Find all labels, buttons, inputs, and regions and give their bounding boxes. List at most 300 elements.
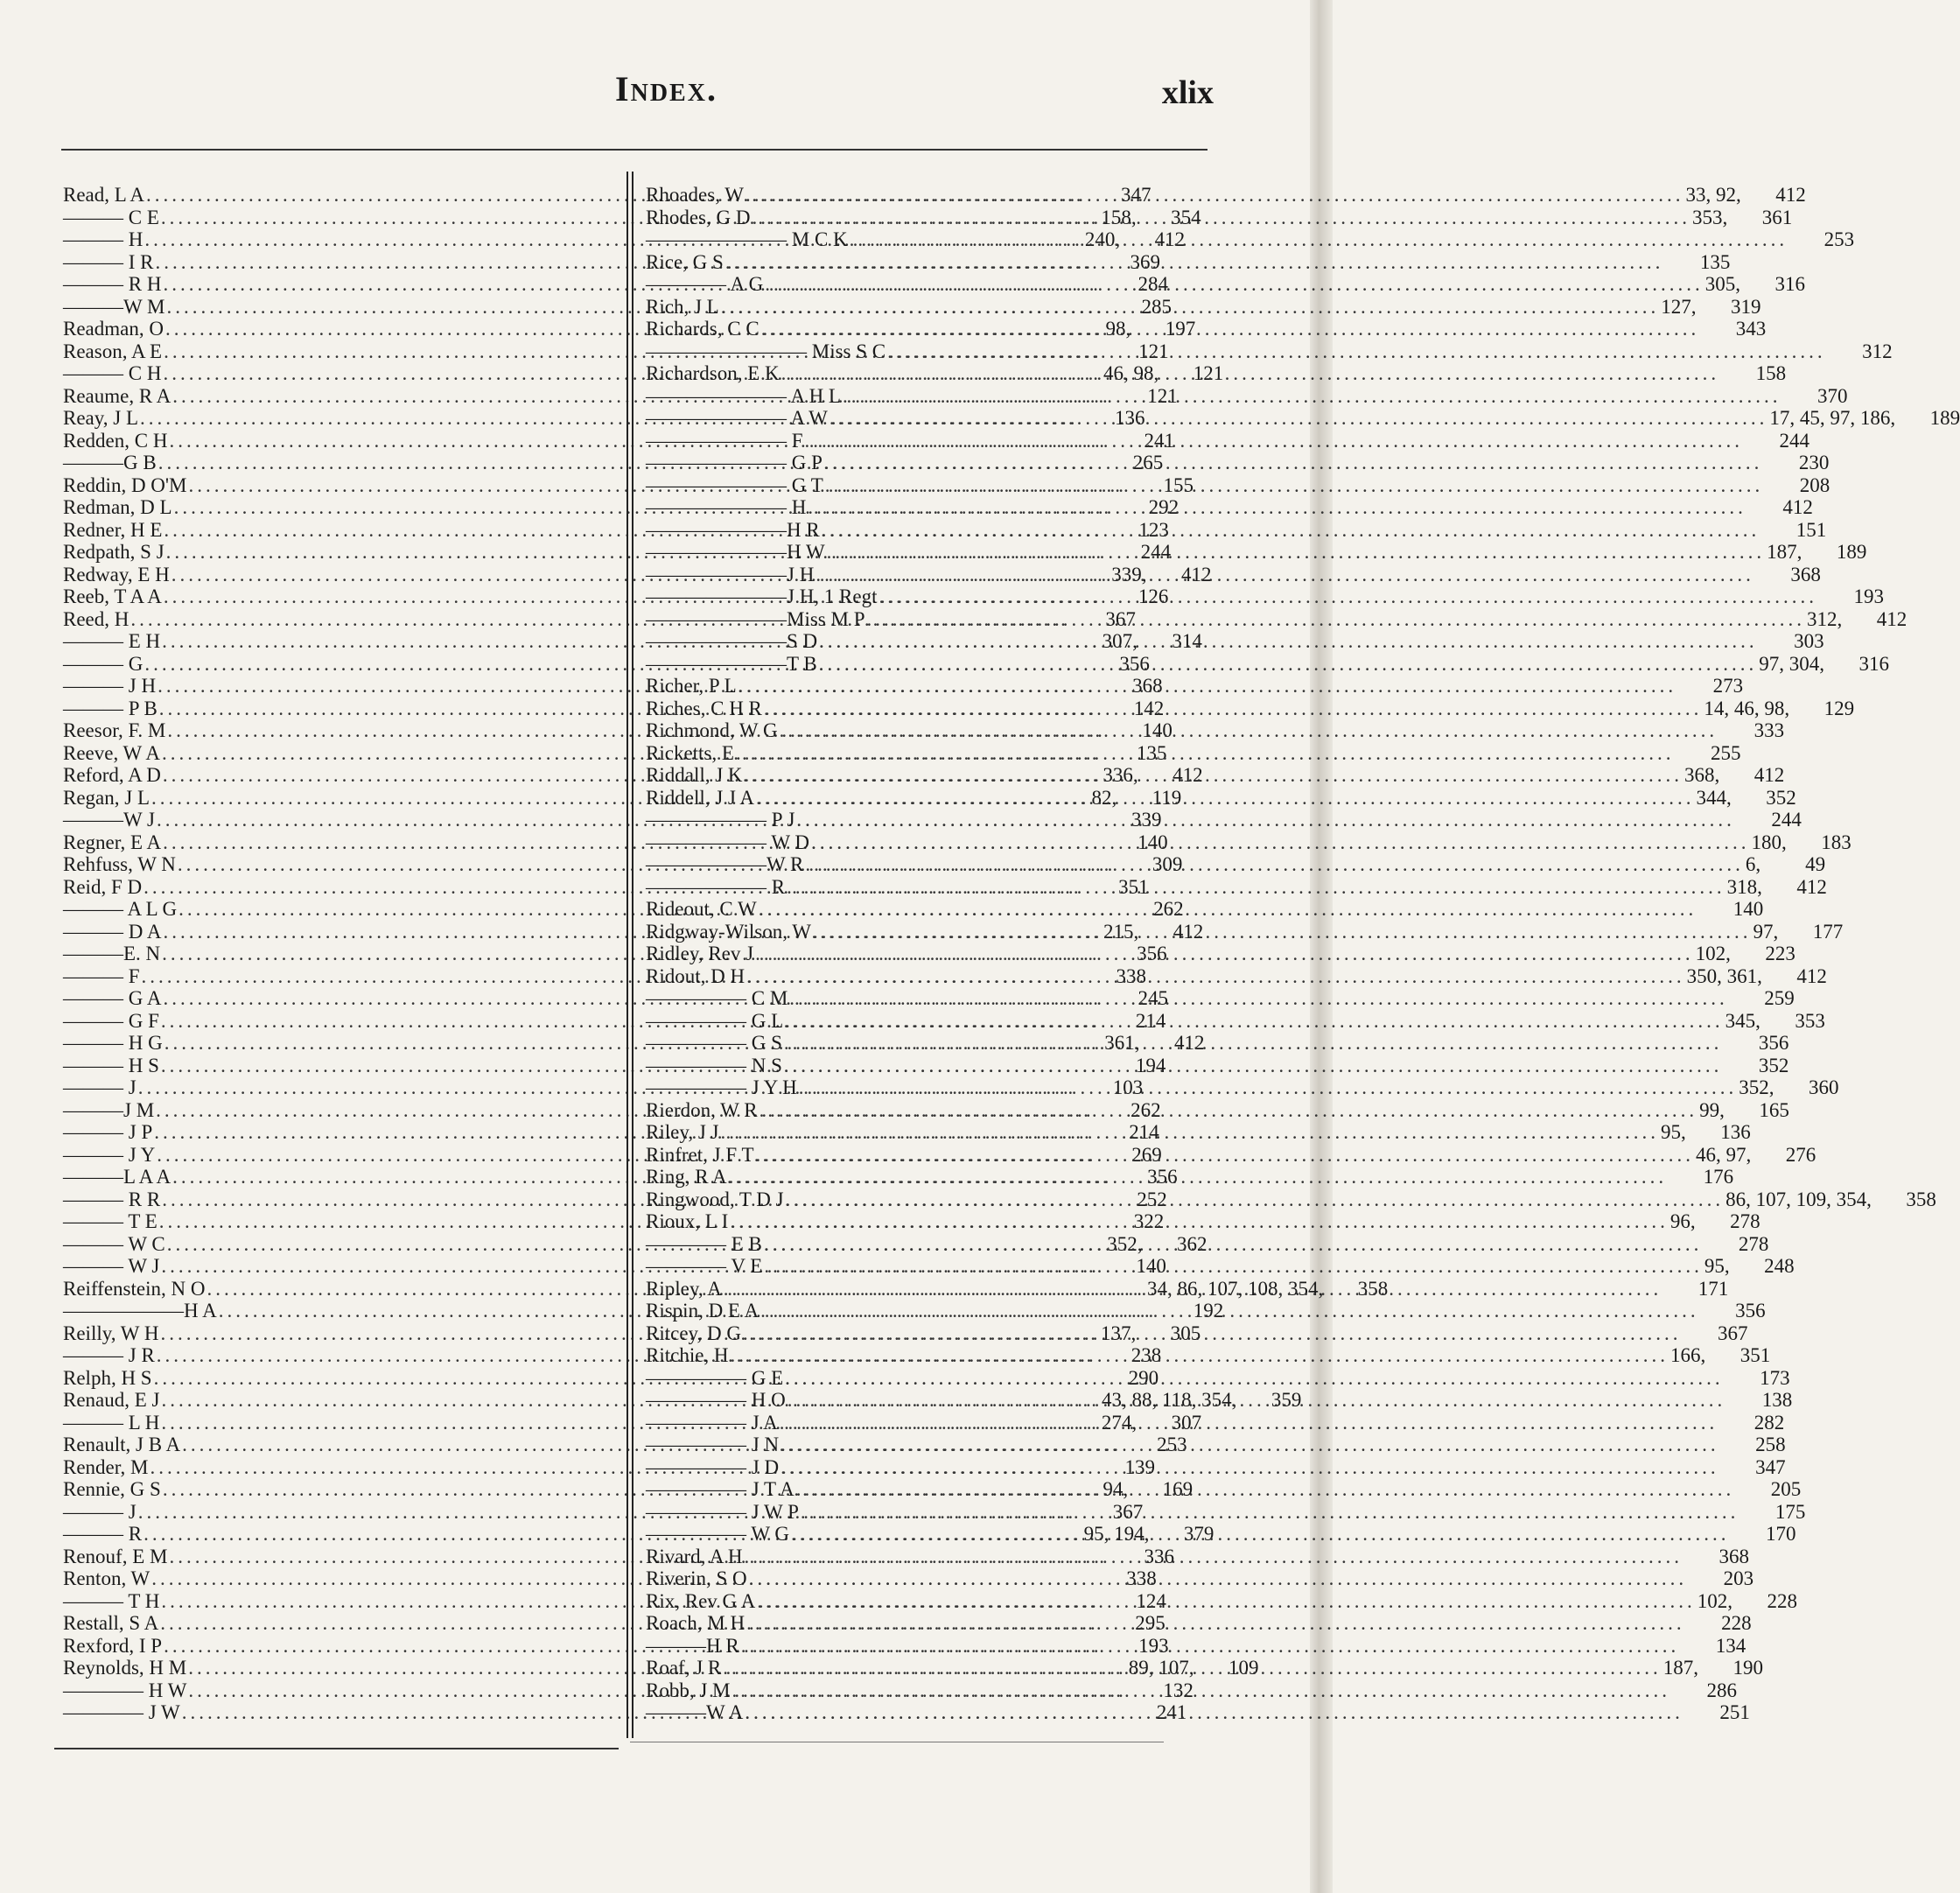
index-entry xyxy=(646,764,1785,787)
leader-dots xyxy=(755,943,1694,965)
entry-name: Reid, F D xyxy=(63,875,143,898)
leader-dots xyxy=(816,564,1754,586)
index-entry xyxy=(646,1344,1771,1367)
entry-name: ——— R H xyxy=(63,273,162,295)
entry-name: ———E. N xyxy=(63,943,161,964)
entry-name: ——————— G P xyxy=(646,452,822,473)
entry-name: Ringwood, T D J xyxy=(646,1188,784,1210)
entry-name: ———— J W xyxy=(63,1701,180,1723)
entry-name: ———— E B xyxy=(646,1232,762,1255)
leader-dots xyxy=(736,742,1675,765)
entry-page-number: 223 xyxy=(1765,943,1796,964)
leader-dots xyxy=(731,1344,1670,1367)
entry-page-number: 412 xyxy=(1173,1032,1205,1054)
entry-name: ———W J xyxy=(63,809,155,831)
entry-page-number: 319 xyxy=(1730,295,1761,318)
entry-page-number: 241 xyxy=(1156,1701,1187,1723)
leader-dots xyxy=(843,385,1782,408)
leader-dots xyxy=(808,496,1746,519)
entry-references: 102, xyxy=(1697,1589,1732,1612)
leader-dots xyxy=(788,1389,1726,1412)
entry-name: Riddell, J J A xyxy=(646,786,754,809)
entry-page-number: 136 xyxy=(1720,1121,1751,1143)
entry-name: Ring, R A xyxy=(646,1166,727,1188)
entry-page-number: 284 xyxy=(1138,273,1168,295)
entry-page-number: 339 xyxy=(1131,809,1162,831)
entry-name: ——————— A H L xyxy=(646,384,841,407)
index-entry xyxy=(646,1255,1795,1278)
entry-page-number: 369 xyxy=(1130,250,1160,273)
leader-dots xyxy=(805,430,1744,452)
entry-name: Richmond, W G xyxy=(646,719,778,741)
leader-dots xyxy=(743,1322,1682,1345)
entry-name: Rhoades, W xyxy=(646,184,745,206)
leader-dots xyxy=(765,273,1704,296)
entry-name: Richardson, E K xyxy=(646,362,780,384)
entry-page-number: 347 xyxy=(1755,1455,1786,1478)
entry-name: Ridley, Rev J xyxy=(646,943,754,964)
entry-page-number: 171 xyxy=(1698,1277,1729,1300)
entry-name: ——— G xyxy=(63,652,144,675)
entry-references: 43, 88, 118, 354, xyxy=(1102,1389,1237,1411)
entry-page-number: 353 xyxy=(1795,1009,1825,1032)
entry-name: ——————— M C K xyxy=(646,228,848,250)
entry-page-number: 203 xyxy=(1723,1567,1754,1589)
index-entry xyxy=(646,786,1796,810)
leader-dots xyxy=(785,1367,1724,1390)
entry-name: ————— G E xyxy=(646,1366,784,1389)
entry-references: 17, 45, 97, 186, xyxy=(1769,407,1896,429)
leader-dots xyxy=(824,452,1763,474)
entry-name: ———————H R xyxy=(646,518,820,541)
entry-page-number: 379 xyxy=(1183,1523,1214,1545)
index-entry xyxy=(646,407,1960,430)
index-entry xyxy=(646,1188,1936,1211)
entry-name: ———H R xyxy=(646,1634,739,1657)
entry-name: Rivard, A H xyxy=(646,1545,743,1567)
entry-references: 95, xyxy=(1661,1121,1686,1143)
entry-references: 274, xyxy=(1101,1411,1138,1434)
leader-dots xyxy=(761,318,1700,340)
entry-page-number: 132 xyxy=(1163,1679,1194,1701)
entry-page-number: 245 xyxy=(1138,987,1168,1009)
entry-page-number: 351 xyxy=(1118,875,1149,898)
entry-page-number: 370 xyxy=(1816,384,1848,407)
entry-page-number: 142 xyxy=(1133,697,1165,719)
entry-name: ——— H xyxy=(63,228,144,250)
entry-name: ——— H G xyxy=(63,1032,163,1054)
index-entry xyxy=(646,1143,1816,1167)
entry-page-number: 336 xyxy=(1144,1545,1174,1567)
entry-page-number: 412 xyxy=(1876,607,1908,630)
entry-page-number: 197 xyxy=(1165,318,1196,340)
entry-name: Read, L A xyxy=(63,184,145,206)
leader-dots xyxy=(791,1523,1730,1546)
leader-dots xyxy=(749,1567,1688,1590)
leader-dots xyxy=(759,898,1698,921)
leader-dots xyxy=(830,407,1768,430)
entry-name: Reilly, W H xyxy=(63,1322,159,1344)
entry-page-number: 265 xyxy=(1132,452,1164,473)
index-entry xyxy=(646,1121,1751,1144)
index-entry xyxy=(646,1455,1786,1479)
entry-name: ——— T E xyxy=(63,1210,158,1232)
leader-dots xyxy=(785,1010,1724,1033)
index-entry xyxy=(646,295,1761,319)
entry-name: ——— T H xyxy=(63,1589,160,1612)
entry-name: Richards, C C xyxy=(646,318,760,340)
leader-dots xyxy=(756,1144,1695,1167)
entry-name: Reddin, D O'M xyxy=(63,473,187,496)
entry-name: Riley, J J xyxy=(646,1121,719,1143)
entry-name: ——— J R xyxy=(63,1344,155,1366)
entry-references: 336, xyxy=(1102,764,1138,786)
entry-references: 94, xyxy=(1102,1478,1129,1500)
entry-page-number: 193 xyxy=(1853,585,1884,607)
entry-page-number: 412 xyxy=(1796,964,1827,987)
entry-name: Readman, O xyxy=(63,318,164,340)
entry-name: ————— J D xyxy=(646,1455,780,1478)
index-entry xyxy=(646,384,1848,408)
entry-name: Reesor, F. M xyxy=(63,719,166,741)
entry-name: ———————H W xyxy=(646,541,825,563)
entry-name: ————— J Y H xyxy=(646,1076,797,1098)
entry-name: ——————— F xyxy=(646,429,803,452)
entry-page-number: 123 xyxy=(1138,518,1169,541)
entry-page-number: 362 xyxy=(1176,1232,1208,1255)
entry-references: 353, xyxy=(1691,206,1728,228)
entry-page-number: 359 xyxy=(1270,1389,1302,1411)
entry-page-number: 109 xyxy=(1228,1657,1259,1679)
leader-dots xyxy=(827,541,1766,564)
entry-page-number: 140 xyxy=(1142,719,1172,741)
entry-references: 95, xyxy=(1704,1255,1730,1277)
entry-page-number: 361 xyxy=(1761,206,1793,228)
entry-name: Reford, A D xyxy=(63,764,161,786)
leader-dots xyxy=(887,340,1826,363)
entry-page-number: 412 xyxy=(1172,920,1204,943)
entry-name: ————— W G xyxy=(646,1523,789,1545)
index-entry xyxy=(646,541,1867,564)
entry-references: 318, xyxy=(1726,875,1762,898)
entry-page-number: 183 xyxy=(1821,831,1852,853)
entry-name: ———L A A xyxy=(63,1166,172,1188)
index-entry xyxy=(646,585,1884,608)
entry-page-number: 305 xyxy=(1170,1322,1201,1344)
entry-name: ————— J A xyxy=(646,1411,778,1434)
leader-dots xyxy=(764,1233,1703,1256)
entry-page-number: 208 xyxy=(1799,473,1830,496)
entry-name: Rix, Rev G A xyxy=(646,1589,756,1612)
entry-name: Rexford, I P xyxy=(63,1634,163,1657)
leader-dots xyxy=(725,251,1664,274)
entry-page-number: 189 xyxy=(1836,541,1867,563)
entry-name: Riches, C H R xyxy=(646,697,762,719)
entry-name: ————— N S xyxy=(646,1054,782,1076)
entry-name: ——— J Y xyxy=(63,1143,156,1166)
entry-page-number: 358 xyxy=(1357,1277,1389,1300)
entry-name: ——————W R xyxy=(646,853,804,875)
index-entry xyxy=(646,228,1855,251)
index-entry xyxy=(646,697,1855,720)
entry-page-number: 356 xyxy=(1758,1032,1789,1054)
entry-page-number: 303 xyxy=(1794,630,1824,652)
entry-name: ————— G L xyxy=(646,1009,784,1032)
entry-references: 46, 97, xyxy=(1696,1143,1752,1166)
entry-name: Rehfuss, W N xyxy=(63,853,176,875)
entry-name: ——— A L G xyxy=(63,898,178,920)
entry-page-number: 49 xyxy=(1805,853,1826,875)
entry-page-number: 103 xyxy=(1112,1076,1144,1098)
leader-dots xyxy=(746,184,1684,207)
index-entry xyxy=(63,875,1149,899)
entry-name: Ritcey, D G xyxy=(646,1322,742,1344)
entry-page-number: 412 xyxy=(1796,875,1827,898)
leader-dots xyxy=(822,519,1760,542)
entry-page-number: 155 xyxy=(1163,473,1194,496)
entry-name: ——————— A W xyxy=(646,407,828,429)
entry-page-number: 358 xyxy=(1906,1188,1936,1210)
entry-references: 345, xyxy=(1725,1009,1760,1032)
entry-references: 187, xyxy=(1662,1657,1698,1679)
entry-page-number: 244 xyxy=(1771,809,1802,831)
entry-page-number: 338 xyxy=(1126,1567,1157,1589)
leader-dots xyxy=(764,698,1703,720)
entry-references: 158, xyxy=(1101,206,1137,228)
index-entry xyxy=(646,1009,1825,1033)
entry-name: ———————Miss M P xyxy=(646,607,865,630)
leader-dots xyxy=(729,1166,1668,1188)
index-entry xyxy=(646,1054,1789,1077)
leader-dots xyxy=(866,608,1805,631)
index-entry xyxy=(646,809,1802,831)
entry-name: —————— W D xyxy=(646,831,809,853)
leader-dots xyxy=(760,1099,1698,1122)
index-entry xyxy=(63,496,1180,519)
entry-page-number: 276 xyxy=(1785,1143,1816,1166)
page-title: Index. xyxy=(615,69,718,109)
entry-name: Ricketts, E xyxy=(646,741,734,764)
entry-references: 180, xyxy=(1751,831,1787,853)
entry-name: Ridgway-Wilson, W xyxy=(646,920,812,943)
entry-name: ———— A G xyxy=(646,273,764,295)
entry-name: ——— H S xyxy=(63,1054,159,1076)
entry-name: ————— C M xyxy=(646,987,788,1009)
index-entry xyxy=(646,1366,1790,1390)
entry-page-number: 124 xyxy=(1136,1589,1166,1612)
index-entry xyxy=(646,898,1764,921)
entry-page-number: 322 xyxy=(1133,1210,1165,1232)
entry-references: 352, xyxy=(1739,1076,1774,1098)
index-entry xyxy=(646,1210,1760,1233)
entry-page-number: 228 xyxy=(1767,1589,1797,1612)
index-entry xyxy=(646,340,1893,363)
entry-references: 82, xyxy=(1091,786,1117,809)
entry-references: 127, xyxy=(1661,295,1697,318)
leader-dots xyxy=(786,1188,1725,1211)
leader-dots xyxy=(819,630,1758,653)
footer-rule xyxy=(54,1748,619,1749)
entry-name: Roaf, J R xyxy=(646,1657,722,1679)
column-divider xyxy=(632,172,634,1738)
entry-page-number: 314 xyxy=(1172,630,1202,652)
entry-name: ———— V E xyxy=(646,1255,763,1277)
entry-references: 215, xyxy=(1102,920,1139,943)
leader-dots xyxy=(784,1055,1723,1077)
leader-dots xyxy=(781,362,1720,385)
entry-name: Redner, H E xyxy=(63,518,163,541)
entry-name: —————— R xyxy=(646,875,786,898)
entry-name: Rinfret, J F T xyxy=(646,1143,754,1166)
entry-name: Reiffenstein, N O xyxy=(63,1277,206,1300)
entry-name: ———————J H xyxy=(646,563,815,585)
index-entry xyxy=(646,1166,1734,1188)
entry-references: 344, xyxy=(1696,786,1732,809)
leader-dots xyxy=(764,1255,1703,1278)
index-entry xyxy=(646,184,1806,207)
entry-page-number: 278 xyxy=(1738,1232,1769,1255)
entry-page-number: 135 xyxy=(1699,250,1731,273)
index-entry xyxy=(646,964,1827,988)
entry-page-number: 262 xyxy=(1130,1098,1161,1121)
leader-dots xyxy=(752,207,1690,229)
entry-page-number: 126 xyxy=(1138,585,1169,607)
entry-page-number: 347 xyxy=(1121,184,1152,206)
leader-dots xyxy=(819,653,1758,676)
entry-name: ——————— H xyxy=(646,496,807,518)
entry-page-number: 316 xyxy=(1858,652,1889,675)
entry-page-number: 248 xyxy=(1764,1255,1795,1277)
entry-page-number: 241 xyxy=(1144,429,1174,452)
entry-page-number: 119 xyxy=(1152,786,1182,809)
entry-page-number: 192 xyxy=(1193,1300,1224,1322)
index-entry xyxy=(646,853,1826,876)
leader-dots xyxy=(787,876,1726,899)
entry-name: Rideout, C W xyxy=(646,898,757,920)
entry-page-number: 312 xyxy=(1862,340,1893,362)
entry-references: 96, xyxy=(1670,1210,1696,1232)
entry-name: ——— G A xyxy=(63,987,162,1009)
entry-name: ———W A xyxy=(646,1701,744,1723)
entry-page-number: 251 xyxy=(1719,1701,1750,1723)
entry-name: ——— C H xyxy=(63,362,162,384)
entry-name: ———————— Miss S C xyxy=(646,340,886,362)
entry-references: 350, 361, xyxy=(1686,964,1762,987)
column-divider xyxy=(626,172,628,1738)
entry-name: Rich, J L xyxy=(646,295,719,318)
entry-page-number: 252 xyxy=(1137,1188,1167,1210)
entry-name: Renaud, E J xyxy=(63,1389,160,1411)
entry-page-number: 253 xyxy=(1824,228,1855,250)
entry-name: ———G B xyxy=(63,452,157,473)
entry-name: ——— R R xyxy=(63,1188,161,1210)
entry-name: ————— H O xyxy=(646,1389,786,1411)
index-entry xyxy=(646,719,1785,742)
leader-dots xyxy=(799,1076,1738,1099)
index-entry xyxy=(646,875,1827,899)
entry-page-number: 285 xyxy=(1141,295,1172,318)
entry-name: Rhodes, G D xyxy=(646,206,751,228)
entry-name: ——— D A xyxy=(63,920,162,943)
index-entry xyxy=(646,250,1731,274)
entry-name: Relph, H S xyxy=(63,1366,152,1389)
entry-name: Reed, H xyxy=(63,607,130,630)
entry-name: ———————J H, 1 Regt xyxy=(646,585,878,607)
leader-dots xyxy=(746,1612,1685,1635)
entry-name: Render, M xyxy=(63,1455,149,1478)
entry-page-number: 360 xyxy=(1808,1076,1839,1098)
leader-dots xyxy=(741,1635,1680,1658)
index-entry xyxy=(646,1634,1746,1658)
entry-page-number: 165 xyxy=(1759,1098,1789,1121)
entry-name: Redpath, S J xyxy=(63,541,164,563)
entry-references: 361, xyxy=(1104,1032,1140,1054)
index-entry xyxy=(646,607,1908,631)
entry-page-number: 351 xyxy=(1740,1344,1771,1366)
entry-page-number: 278 xyxy=(1730,1210,1760,1232)
entry-references: 240, xyxy=(1084,228,1121,250)
entry-page-number: 151 xyxy=(1796,518,1827,541)
entry-page-number: 352 xyxy=(1766,786,1796,809)
index-entry xyxy=(646,429,1810,452)
entry-name: ——— C E xyxy=(63,206,159,228)
entry-name: Redden, C H xyxy=(63,429,168,452)
entry-page-number: 356 xyxy=(1119,652,1150,675)
entry-page-number: 170 xyxy=(1766,1523,1796,1545)
entry-name: ——— J H xyxy=(63,675,157,697)
leader-dots xyxy=(730,1210,1669,1233)
page-number: xlix xyxy=(1161,74,1214,111)
entry-page-number: 412 xyxy=(1775,184,1806,206)
entry-page-number: 177 xyxy=(1812,920,1844,943)
leader-dots xyxy=(789,987,1728,1010)
leader-dots xyxy=(746,965,1685,988)
entry-references: 99, xyxy=(1699,1098,1725,1121)
entry-name: ———J M xyxy=(63,1098,155,1121)
leader-dots xyxy=(780,1434,1719,1456)
leader-dots xyxy=(801,1501,1740,1524)
entry-page-number: 193 xyxy=(1138,1634,1169,1657)
entry-references: 312, xyxy=(1806,607,1843,630)
entry-page-number: 121 xyxy=(1193,362,1224,384)
entry-references: 86, 107, 109, 354, xyxy=(1726,1188,1872,1210)
index-entry xyxy=(646,1076,1839,1099)
entry-page-number: 412 xyxy=(1181,563,1212,585)
entry-references: 89, 107, xyxy=(1128,1657,1194,1679)
entry-page-number: 129 xyxy=(1824,697,1855,719)
entry-page-number: 368 xyxy=(1132,675,1163,697)
entry-references: 34, 86, 107, 108, 354, xyxy=(1146,1277,1324,1300)
entry-references: 97, xyxy=(1753,920,1779,943)
leader-dots xyxy=(723,1657,1662,1679)
entry-name: ————— J N xyxy=(646,1434,780,1455)
entry-page-number: 253 xyxy=(1157,1434,1187,1455)
index-entry xyxy=(646,1567,1754,1590)
leader-dots xyxy=(756,787,1695,810)
index-entry xyxy=(646,1500,1806,1524)
index-entry xyxy=(63,429,1174,452)
leader-dots xyxy=(745,1546,1684,1568)
entry-page-number: 176 xyxy=(1703,1166,1734,1188)
entry-page-number: 140 xyxy=(1136,1255,1166,1277)
entry-page-number: 286 xyxy=(1706,1679,1737,1701)
entry-references: 352, xyxy=(1107,1232,1143,1255)
entry-page-number: 295 xyxy=(1135,1612,1166,1634)
entry-name: ——— G F xyxy=(63,1009,159,1032)
entry-name: ———— H W xyxy=(63,1679,187,1701)
entry-references: 339, xyxy=(1111,563,1147,585)
entry-name: ——— E H xyxy=(63,630,161,652)
